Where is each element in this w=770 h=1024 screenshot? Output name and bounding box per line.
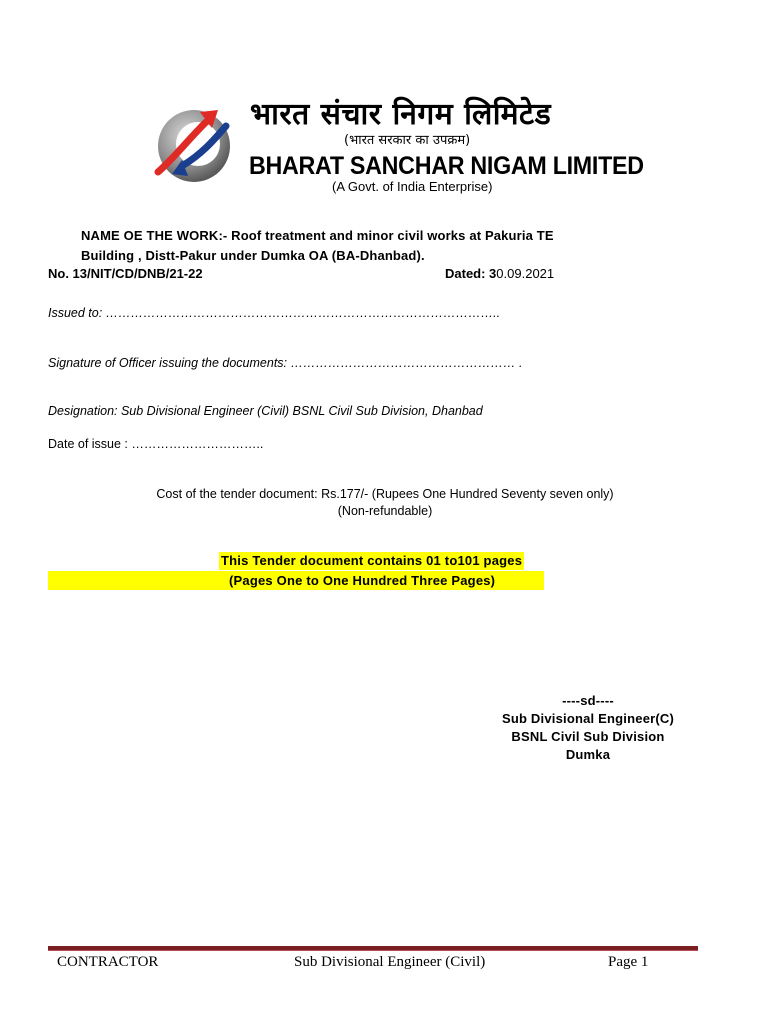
bsnl-globe-icon xyxy=(148,98,244,194)
company-name-hindi: भारत संचार निगम लिमिटेड xyxy=(250,97,552,132)
bsnl-logo xyxy=(148,92,644,202)
company-subtitle-english: (A Govt. of India Enterprise) xyxy=(332,179,493,194)
nit-number: No. 13/NIT/CD/DNB/21-22 xyxy=(48,266,203,281)
company-name-english: BHARAT SANCHAR NIGAM LIMITED xyxy=(249,152,644,180)
work-line-2: Building , Distt-Pakur under Dumka OA (BA-Dhanbad). xyxy=(81,248,425,263)
signatory-place: Dumka xyxy=(565,747,611,762)
issued-to-field: Issued to: ………………………………………………………………………………….. xyxy=(48,306,501,320)
signatory-block xyxy=(470,692,706,764)
pages-notice-highlight xyxy=(48,571,544,590)
footer-engineer: Sub Divisional Engineer (Civil) xyxy=(294,954,486,970)
designation-field: Designation: Sub Divisional Engineer (Civil) BSNL Civil Sub Division, Dhanbad xyxy=(48,404,483,418)
signature-field: Signature of Officer issuing the documents: ……………………………………………… . xyxy=(48,356,523,370)
name-of-work xyxy=(81,226,681,266)
cost-line-1: Cost of the tender document: Rs.177/- (Rupees One Hundred Seventy seven only) xyxy=(156,487,614,501)
dated-value: 0.09.2021 xyxy=(496,266,555,281)
pages-notice-line-1: This Tender document contains 01 to101 pages xyxy=(221,553,523,568)
nit-date xyxy=(445,266,554,281)
pages-notice-line-2: (Pages One to One Hundred Three Pages) xyxy=(229,573,496,588)
signature-sd: ----sd---- xyxy=(562,693,614,708)
work-line-1: NAME OE THE WORK:- Roof treatment and minor civil works at Pakuria TE xyxy=(81,228,554,243)
date-of-issue-field: Date of issue : ………………………….. xyxy=(48,437,264,451)
footer-divider xyxy=(48,946,698,951)
signatory-office: BSNL Civil Sub Division xyxy=(511,729,665,744)
dated-label: Dated: 3 xyxy=(445,266,497,281)
footer-page-number: Page 1 xyxy=(608,954,649,970)
signatory-title: Sub Divisional Engineer(C) xyxy=(501,711,675,726)
cost-line-2: (Non-refundable) xyxy=(337,504,433,518)
company-subtitle-hindi: (भारत सरकार का उपक्रम) xyxy=(344,133,471,148)
footer-contractor: CONTRACTOR xyxy=(57,954,159,970)
cost-of-document xyxy=(0,486,770,520)
